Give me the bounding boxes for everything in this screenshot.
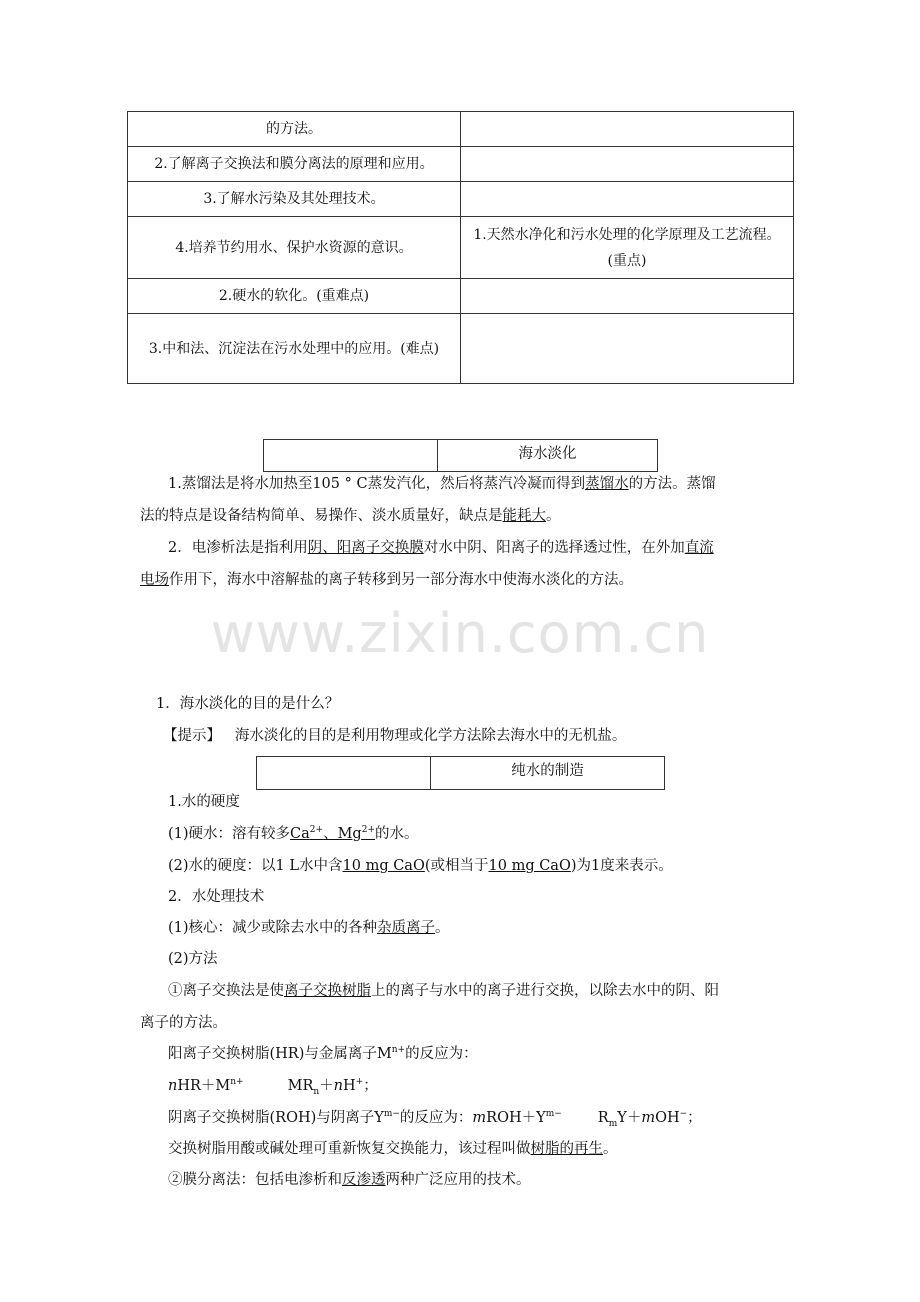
section-title: 纯水的制造 [511, 763, 584, 779]
paragraph-line: 离子的方法。 [140, 1015, 227, 1031]
hint-label: 【提示】 [163, 728, 221, 744]
text: 的水。 [375, 826, 419, 842]
text: 的方法。蒸馏 [628, 476, 716, 492]
answer-blank: 蒸馏水 [585, 476, 629, 492]
paragraph-line [168, 975, 798, 1007]
text: 对水中阴、阳离子的选择透过性，在外加 [423, 540, 685, 556]
text: 。 [603, 1141, 618, 1157]
table-cell: 1.天然水净化和污水处理的化学原理及工艺流程。(重点) [461, 217, 794, 279]
hint-text: 海水淡化的目的是利用物理或化学方法除去海水中的无机盐。 [234, 728, 627, 744]
table-cell [461, 147, 794, 182]
text: 的反应为： [405, 1046, 478, 1062]
text: OH [655, 1110, 680, 1126]
text: 阳离子交换树脂(HR)与金属离子M [168, 1046, 392, 1062]
table-row [128, 112, 794, 147]
text: HR＋M [177, 1078, 231, 1094]
table-cell [461, 182, 794, 217]
superscript: n+ [230, 1077, 244, 1088]
text: 作用下，海水中溶解盐的离子转移到另一部分海水中使海水淡化的方法。 [169, 572, 633, 588]
table-row [128, 147, 794, 182]
text: (2)水的硬度：以1 L水中含 [168, 858, 343, 874]
text: (1)核心：减少或除去水中的各种 [168, 920, 378, 936]
text: 、Mg [323, 826, 362, 842]
table-cell: 3.了解水污染及其处理技术。 [128, 182, 461, 217]
subscript: m [608, 1118, 618, 1129]
answer-blank: 10 mg CaO [488, 858, 571, 874]
text: 。 [546, 508, 561, 524]
superscript: m− [545, 1109, 562, 1120]
text: ； [363, 1078, 378, 1094]
variable: m [641, 1110, 656, 1126]
answer-blank: 离子交换树脂 [284, 983, 371, 999]
question-line: 1．海水淡化的目的是什么？ [156, 696, 340, 712]
hint-line [163, 720, 793, 752]
text: ②膜分离法：包括电渗析和 [168, 1172, 342, 1188]
superscript: n+ [391, 1045, 406, 1056]
table-cell [461, 279, 794, 314]
answer-blank: 能耗大 [502, 508, 546, 524]
text: (或相当于 [424, 858, 489, 874]
variable: m [472, 1110, 487, 1126]
paragraph-line [140, 564, 795, 596]
superscript: + [355, 1077, 364, 1088]
text: Y＋ [617, 1110, 642, 1126]
equation-line [168, 1102, 798, 1134]
answer-blank: 反渗透 [342, 1172, 386, 1188]
paragraph-line [168, 818, 798, 850]
section-title: 海水淡化 [518, 446, 577, 462]
table-cell: 2.了解离子交换法和膜分离法的原理和应用。 [128, 147, 461, 182]
answer-blank: 树脂的再生 [530, 1141, 603, 1157]
table-cell [461, 314, 794, 384]
variable: n [168, 1078, 178, 1094]
text: 法的特点是设备结构简单、易操作、淡水质量好，缺点是 [140, 508, 503, 524]
superscript: m− [383, 1109, 400, 1120]
table-row [128, 314, 794, 384]
table-cell: 的方法。 [128, 112, 461, 147]
subscript: n [313, 1086, 320, 1097]
table-cell: 3.中和法、沉淀法在污水处理中的应用。(难点) [128, 314, 461, 384]
paragraph-line [168, 532, 798, 564]
answer-blank [290, 826, 375, 842]
table-row [128, 279, 794, 314]
text: R [597, 1110, 609, 1126]
paragraph-line: 2．水处理技术 [168, 889, 265, 905]
text: 1.蒸馏法是将水加热至105 ° C蒸发汽化，然后将蒸汽冷凝而得到 [168, 476, 586, 492]
watermark: www.zixin.com.cn [210, 602, 710, 665]
table-row [128, 182, 794, 217]
answer-blank: 杂质离子 [377, 920, 436, 936]
paragraph-line [168, 1133, 798, 1165]
objectives-table [127, 111, 794, 384]
answer-blank: 直流 [684, 540, 714, 556]
text: 的反应为： [399, 1110, 473, 1126]
variable: n [333, 1078, 344, 1094]
answer-blank: 电场 [140, 572, 169, 588]
text: (1)硬水：溶有较多 [168, 826, 291, 842]
section-header-blank-cell [264, 440, 438, 471]
paragraph-line: 1.水的硬度 [168, 794, 240, 810]
table-row [128, 217, 794, 279]
text: 两种广泛应用的技术。 [385, 1172, 531, 1188]
text: ； [687, 1110, 702, 1126]
paragraph-line: (2)方法 [168, 951, 218, 967]
answer-blank: 10 mg CaO [342, 858, 425, 874]
text: H [343, 1078, 356, 1094]
text: 。 [435, 920, 450, 936]
superscript: − [679, 1109, 688, 1120]
text: 2．电渗析法是指利用 [168, 540, 308, 556]
paragraph-line [168, 912, 798, 944]
equation-line [168, 1070, 798, 1102]
text: )为1度来表示。 [570, 858, 673, 874]
superscript: 2+ [361, 825, 375, 836]
text: Ca [290, 826, 310, 842]
paragraph-line [140, 500, 795, 532]
paragraph-line [168, 1164, 798, 1196]
text: ＋ [319, 1078, 334, 1094]
answer-blank: 阴、阳离子交换膜 [307, 540, 424, 556]
text: MR [287, 1078, 314, 1094]
paragraph-line [168, 850, 798, 882]
text: 阴离子交换树脂(ROH)与阴离子Y [168, 1110, 384, 1126]
table-cell [461, 112, 794, 147]
text: ROH＋Y [486, 1110, 546, 1126]
text: 上的离子与水中的离子进行交换，以除去水中的阴、阳 [371, 983, 719, 999]
table-cell: 4.培养节约用水、保护水资源的意识。 [128, 217, 461, 279]
section-header-pure-water [256, 756, 665, 790]
paragraph-line [168, 468, 798, 500]
text: ①离子交换法是使 [168, 983, 284, 999]
section-header-blank-cell [257, 757, 431, 789]
text: 交换树脂用酸或碱处理可重新恢复交换能力，该过程叫做 [168, 1141, 531, 1157]
paragraph-line [168, 1038, 798, 1070]
table-cell: 2.硬水的软化。(重难点) [128, 279, 461, 314]
superscript: 2+ [309, 825, 324, 836]
